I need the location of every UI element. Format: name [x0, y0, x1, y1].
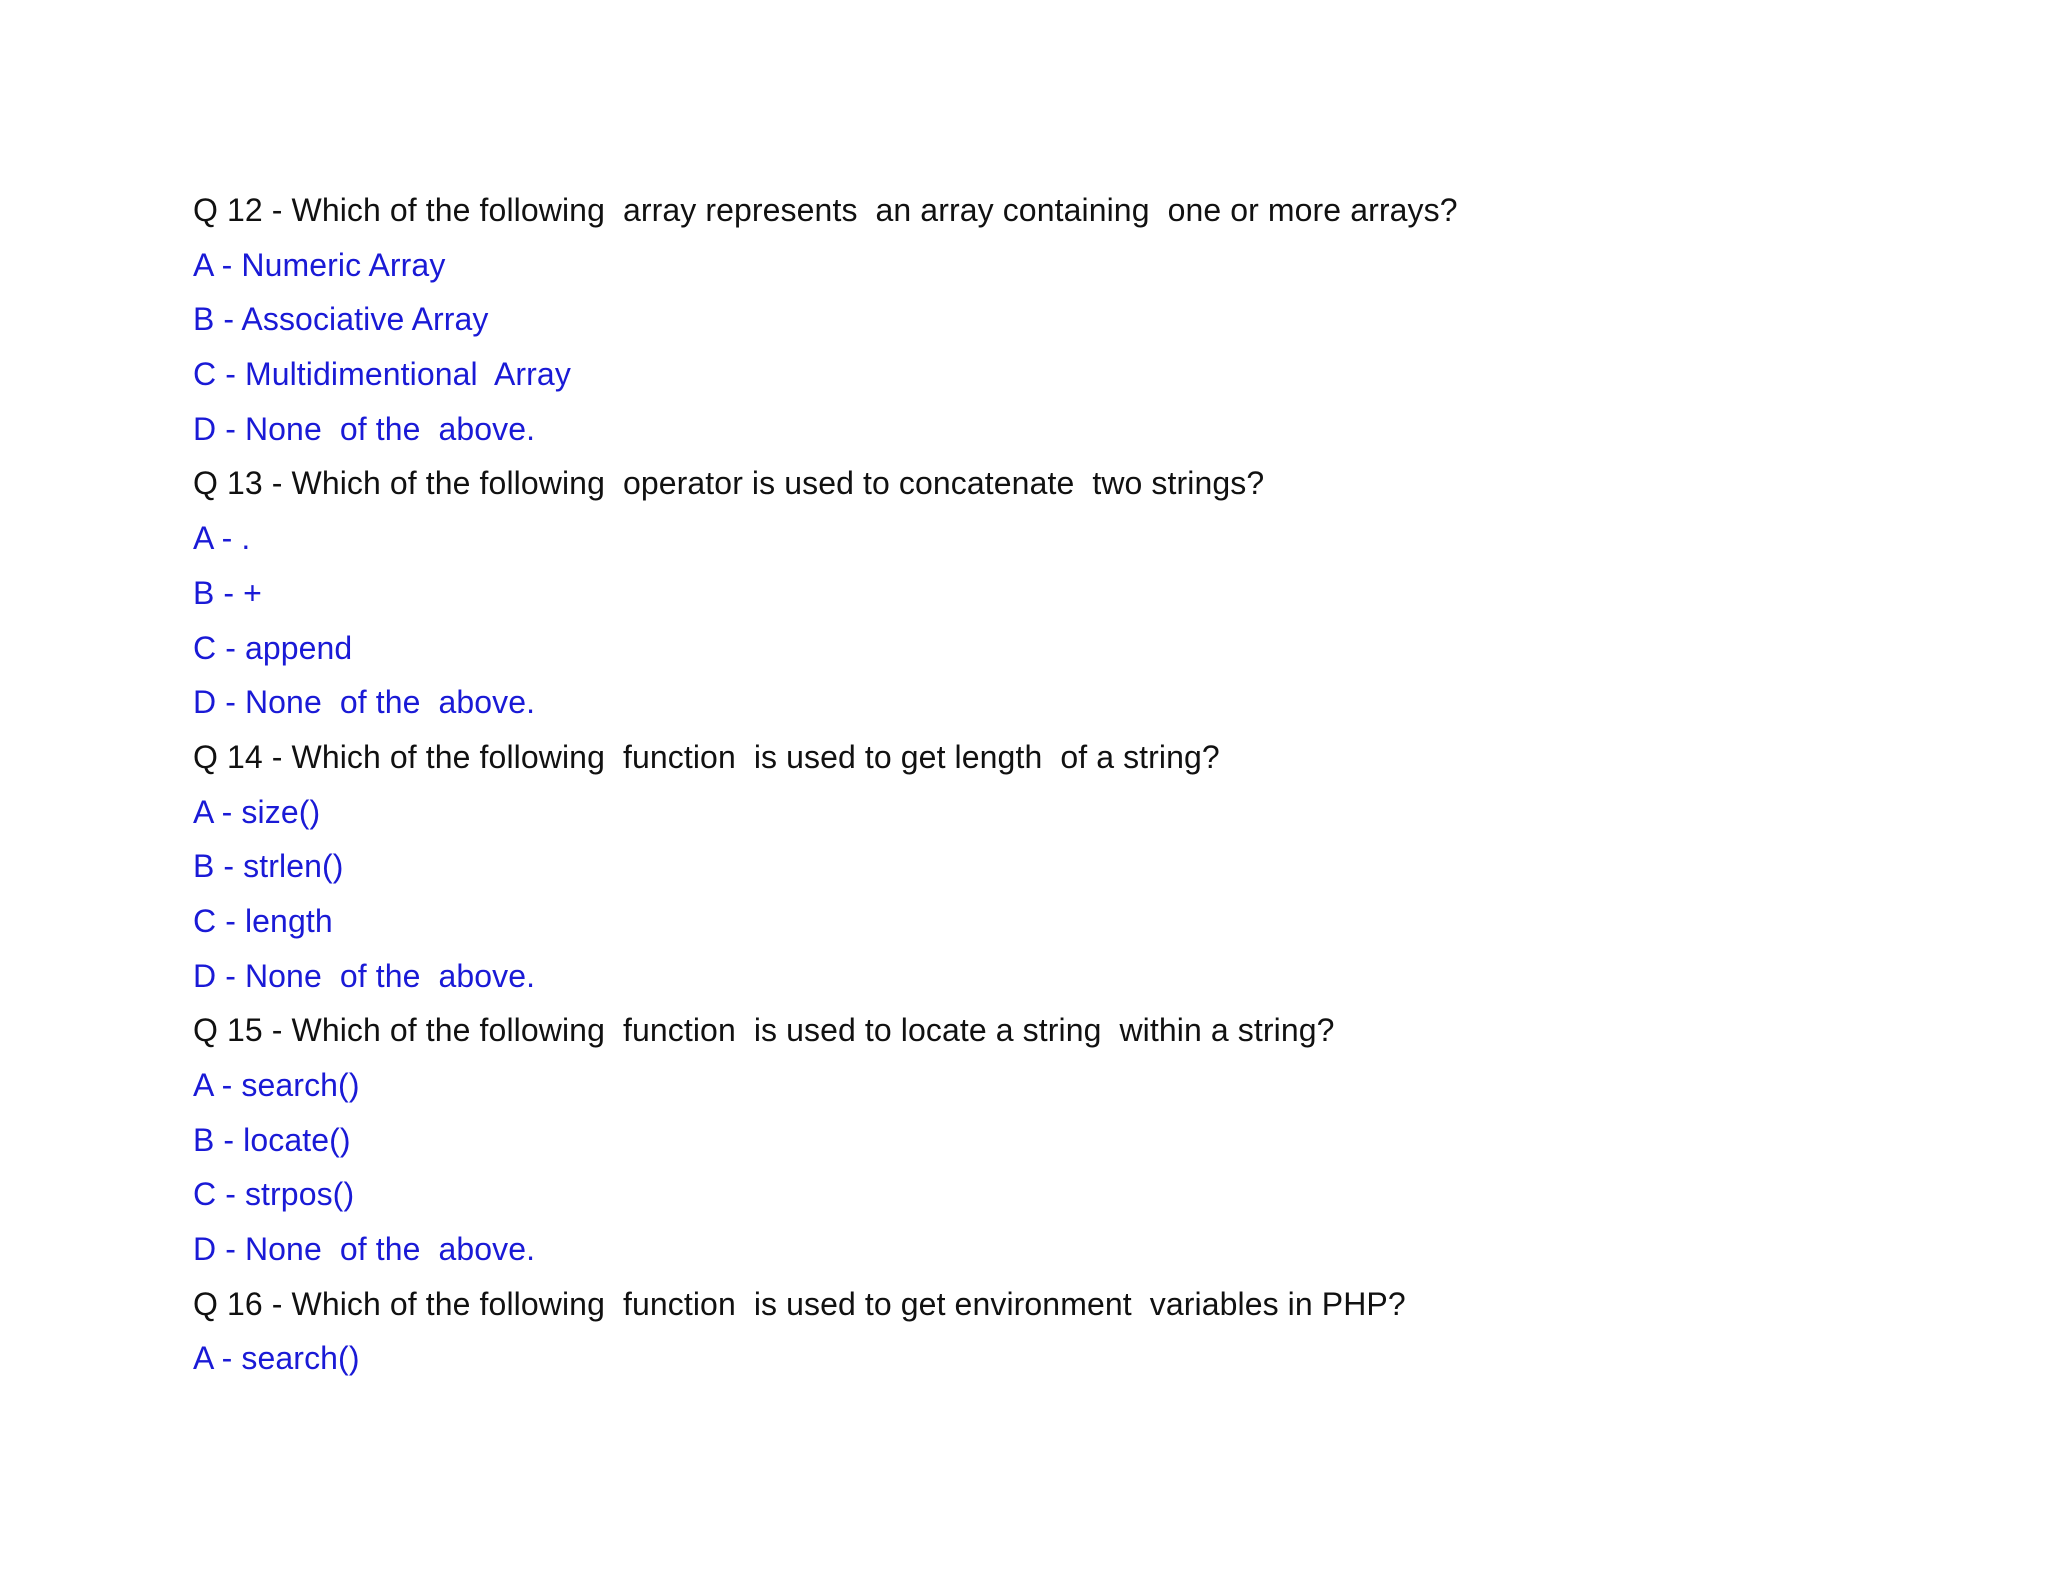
- question-16: Q 16 - Which of the following function is used to get environment variables in PHP?: [193, 1285, 1406, 1322]
- question-15-option-a: A - search(): [193, 1067, 360, 1103]
- question-13-option-c: C - append: [193, 629, 353, 666]
- question-15-option-b: B - locate(): [193, 1121, 351, 1158]
- question-16-option-a: A - search(): [193, 1340, 360, 1377]
- question-13: Q 13 - Which of the following operator is used to concatenate two strings?: [193, 465, 1265, 502]
- question-14-option-c: C - length: [193, 902, 333, 939]
- question-12-option-b: B - Associative Array: [193, 301, 489, 338]
- question-12-option-c: C - Multidimentional Array: [193, 356, 571, 393]
- question-12-option-d: D - None of the above.: [193, 410, 536, 447]
- question-14-option-d: D - None of the above.: [193, 957, 536, 994]
- question-13-option-d: D - None of the above.: [193, 684, 536, 721]
- question-15-option-d: D - None of the above.: [193, 1231, 536, 1268]
- question-14-option-b: B - strlen(): [193, 848, 344, 885]
- question-12: Q 12 - Which of the following array represents an array containing one or more arrays?: [193, 192, 1458, 228]
- question-14: Q 14 - Which of the following function is used to get length of a string?: [193, 738, 1220, 775]
- question-15: Q 15 - Which of the following function is used to locate a string within a string?: [193, 1012, 1335, 1049]
- question-12-option-a: A - Numeric Array: [193, 246, 446, 283]
- question-13-option-b: B - +: [193, 574, 262, 611]
- quiz-content: [193, 183, 1893, 1386]
- question-15-option-c: C - strpos(): [193, 1176, 355, 1213]
- question-14-option-a: A - size(): [193, 793, 321, 830]
- question-13-option-a: A - .: [193, 520, 251, 557]
